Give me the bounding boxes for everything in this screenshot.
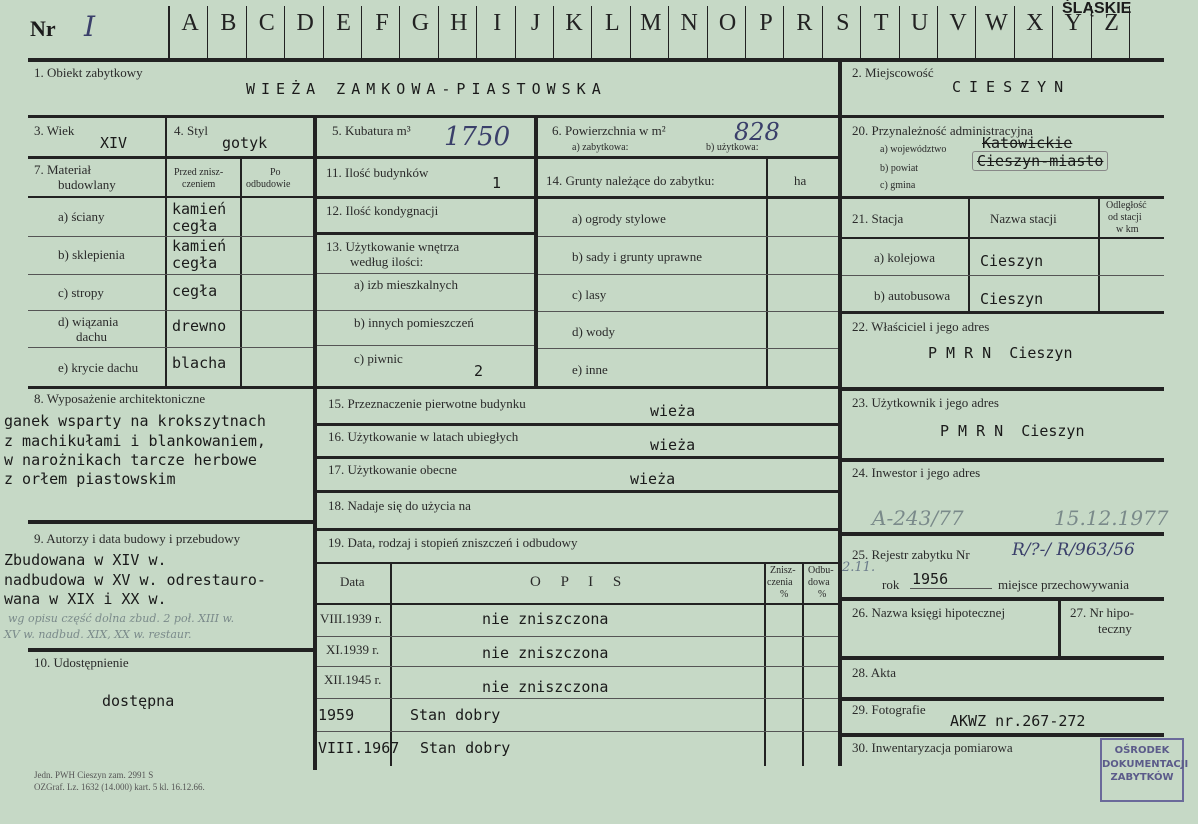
f19-col-o2: dowa	[808, 577, 830, 588]
f8-line-4: z orłem piastowskim	[4, 470, 176, 488]
f21-col-name: Nazwa stacji	[990, 211, 1057, 226]
letter-divider	[323, 6, 324, 58]
letter-divider	[937, 6, 938, 58]
f6-sub-a: a) zabytkowa:	[572, 142, 629, 153]
f14-e: e) inne	[572, 362, 608, 377]
letter-tab-b: B	[220, 10, 237, 36]
f2-label: 2. Miejscowość	[852, 65, 934, 80]
f21-col-dist-2: od stacji	[1108, 212, 1142, 223]
f19-label: 19. Data, rodzaj i stopień zniszczeń i odbudowy	[328, 535, 578, 550]
f24-label: 24. Inwestor i jego adres	[852, 465, 981, 480]
f15-value: wieża	[650, 402, 696, 420]
institution-stamp	[1100, 738, 1189, 802]
f1-label: 1. Obiekt zabytkowy	[34, 65, 143, 80]
letter-divider	[668, 6, 669, 58]
letter-tab-o: O	[718, 10, 737, 36]
f2-value: CIESZYN	[952, 78, 1072, 96]
f7-col-before-2: czeniem	[182, 179, 216, 190]
f7-row-b-label: b) sklepienia	[58, 247, 125, 262]
stamp-line-3: ZABYTKÓW	[1110, 772, 1174, 783]
letter-tab-y: Y	[1064, 10, 1082, 36]
f19-row3-desc: nie zniszczona	[482, 678, 609, 696]
f4-value: gotyk	[222, 134, 268, 152]
f19-row1-date: VIII.1939 r.	[320, 611, 382, 626]
letter-tab-h: H	[450, 10, 468, 36]
f10-value: dostępna	[102, 692, 175, 710]
f4-label: 4. Styl	[174, 123, 208, 138]
f21-col-dist-3: w km	[1116, 224, 1139, 235]
f19-row4-desc: Stan dobry	[410, 706, 501, 724]
f19-col-z1: Znisz-	[770, 565, 796, 576]
letter-tab-z: Z	[1104, 10, 1119, 36]
letter-divider	[1052, 6, 1053, 58]
f25-rok-label: rok	[882, 577, 900, 592]
f19-row2-date: XI.1939 r.	[326, 642, 380, 657]
f25-miejsce: miejsce przechowywania	[998, 577, 1130, 592]
letter-tab-l: L	[605, 10, 620, 36]
letter-divider	[361, 6, 362, 58]
f24-hw2: 15.12.1977	[1054, 506, 1169, 530]
f28-label: 28. Akta	[852, 665, 897, 680]
f9-line-2: nadbudowa w XV w. odrestauro-	[4, 571, 266, 589]
f14-d: d) wody	[572, 324, 615, 339]
f7-label1: 7. Materiał	[34, 162, 92, 177]
f7-row-e-label: e) krycie dachu	[58, 360, 139, 375]
f19-row5-desc: Stan dobry	[420, 739, 511, 757]
f17-value: wieża	[630, 470, 676, 488]
f1-value: WIEŻA ZAMKOWA-PIASTOWSKA	[246, 80, 607, 98]
letter-divider	[822, 6, 823, 58]
f27-label2: teczny	[1098, 621, 1132, 636]
f20-a: a) województwo	[880, 144, 947, 155]
f25-rok-value: 1956	[912, 570, 949, 588]
letter-divider	[553, 6, 554, 58]
f16-label: 16. Użytkowanie w latach ubiegłych	[328, 429, 519, 444]
stamp-line-1: OŚRODEK	[1114, 745, 1170, 756]
f20-c: c) gmina	[880, 180, 916, 191]
f14-c: c) lasy	[572, 287, 607, 302]
f16-value: wieża	[650, 436, 696, 454]
f19-col-opis: O P I S	[530, 574, 630, 590]
letter-divider	[860, 6, 861, 58]
f19-col-o1: Odbu-	[808, 565, 834, 576]
letter-tab-u: U	[910, 10, 929, 36]
footer-line-1: Jedn. PWH Cieszyn zam. 2991 S	[34, 770, 154, 780]
f19-row1-desc: nie zniszczona	[482, 610, 609, 628]
f22-label: 22. Właściciel i jego adres	[852, 319, 990, 334]
f21-a: a) kolejowa	[874, 250, 936, 265]
letter-divider	[515, 6, 516, 58]
f7-row-b-v1: kamień	[172, 237, 227, 255]
f13-b: b) innych pomieszczeń	[354, 315, 474, 330]
f14-unit: ha	[794, 173, 807, 188]
f25-hw-nr: R/?-/ R/963/56	[1012, 540, 1135, 560]
f9-label: 9. Autorzy i data budowy i przebudowy	[34, 531, 241, 546]
f13-a: a) izb mieszkalnych	[354, 277, 458, 292]
f7-label2: budowlany	[58, 177, 116, 192]
letter-divider	[438, 6, 439, 58]
letter-tab-w: W	[985, 10, 1008, 36]
letter-tab-v: V	[949, 10, 967, 36]
letter-divider	[707, 6, 708, 58]
f13-label1: 13. Użytkowanie wnętrza	[326, 239, 460, 254]
f17-label: 17. Użytkowanie obecne	[328, 462, 457, 477]
f14-label: 14. Grunty należące do zabytku:	[546, 173, 715, 188]
f19-col-o3: %	[818, 589, 827, 600]
f13-c-value: 2	[474, 362, 484, 380]
letter-tab-c: C	[258, 10, 275, 36]
f6-sub-b: b) użytkowa:	[706, 142, 759, 153]
f7-row-d-label: d) wiązania	[58, 314, 119, 329]
f8-label: 8. Wyposażenie architektoniczne	[34, 391, 206, 406]
f29-label: 29. Fotografie	[852, 702, 926, 717]
f21-col-dist-1: Odległość	[1106, 200, 1147, 211]
f19-row4-date: 1959	[318, 706, 355, 724]
stamp-line-2: DOKUMENTACJI	[1102, 758, 1189, 770]
letter-divider	[207, 6, 208, 58]
f7-row-e-v1: blacha	[172, 354, 227, 372]
letter-tab-t: T	[873, 10, 889, 36]
f7-col-after-2: odbudowie	[246, 179, 291, 190]
f14-b: b) sady i grunty uprawne	[572, 249, 702, 264]
f9-line-3: wana w XIX i XX w.	[4, 590, 167, 608]
letter-divider	[899, 6, 900, 58]
letter-divider	[284, 6, 285, 58]
letter-tab-j: J	[530, 10, 541, 36]
nr-label: Nr	[30, 16, 56, 41]
f7-row-a-label: a) ściany	[58, 209, 105, 224]
f13-label2: według ilości:	[350, 254, 424, 269]
f9-hw-1: wg opisu część dolna zbud. 2 poł. XIII w.	[8, 612, 235, 625]
f18-label: 18. Nadaje się do użycia na	[328, 498, 471, 513]
letter-tab-i: I	[493, 10, 502, 36]
f7-col-after-1: Po	[270, 167, 281, 178]
f5-label: 5. Kubatura m³	[332, 123, 411, 138]
f8-line-1: ganek wsparty na krokszytnach	[4, 412, 266, 430]
letter-tab-m: M	[640, 10, 662, 36]
letter-tab-a: A	[181, 10, 199, 36]
letter-tab-p: P	[759, 10, 773, 36]
letter-divider	[1014, 6, 1015, 58]
f21-label: 21. Stacja	[852, 211, 904, 226]
f9-line-1: Zbudowana w XIV w.	[4, 551, 167, 569]
region-stamp: ŚLĄSKIE	[1062, 0, 1132, 17]
f21-b-value: Cieszyn	[980, 290, 1044, 308]
f14-a: a) ogrody stylowe	[572, 211, 666, 226]
f23-value: P M R N Cieszyn	[940, 422, 1085, 440]
f21-b: b) autobusowa	[874, 288, 951, 303]
f19-col-z3: %	[780, 589, 789, 600]
f20-label: 20. Przynależność administracyjna	[852, 123, 1033, 138]
letter-tab-x: X	[1026, 10, 1044, 36]
f7-col-before-1: Przed znisz-	[174, 167, 224, 178]
f3-label: 3. Wiek	[34, 123, 75, 138]
f20-b: b) powiat	[880, 163, 919, 174]
letter-divider	[246, 6, 247, 58]
letter-divider	[476, 6, 477, 58]
f5-value: 1750	[444, 122, 511, 152]
f6-value: 828	[734, 118, 780, 146]
f3-value: XIV	[100, 134, 128, 152]
letter-tab-e: E	[336, 10, 351, 36]
f10-label: 10. Udostępnienie	[34, 655, 129, 670]
f7-row-a-v2: cegła	[172, 217, 218, 235]
letter-tab-d: D	[296, 10, 314, 36]
f19-col-date: Data	[340, 574, 365, 589]
f21-a-value: Cieszyn	[980, 252, 1044, 270]
f19-col-z2: czenia	[767, 577, 793, 588]
letter-divider	[975, 6, 976, 58]
letter-divider	[745, 6, 746, 58]
f24-hw1: A-243/77	[872, 506, 964, 530]
f8-line-2: z machikułami i blankowaniem,	[4, 432, 266, 450]
footer-line-2: OZGraf. Lz. 1632 (14.000) kart. 5 kl. 16.12.66.	[34, 782, 205, 792]
letter-tab-k: K	[565, 10, 583, 36]
f15-label: 15. Przeznaczenie pierwotne budynku	[328, 396, 526, 411]
f19-row3-date: XII.1945 r.	[324, 672, 382, 687]
f20-b-value: Cieszyn-miasto	[972, 151, 1108, 171]
nr-value: I	[84, 10, 96, 43]
f6-label: 6. Powierzchnia w m²	[552, 123, 666, 138]
f7-row-c-v1: cegła	[172, 282, 218, 300]
f11-label: 11. Ilość budynków	[326, 165, 429, 180]
letter-tab-g: G	[411, 10, 430, 36]
f25-hw-rok: 2.11.	[842, 560, 876, 575]
f13-c: c) piwnic	[354, 351, 403, 366]
f23-label: 23. Użytkownik i jego adres	[852, 395, 999, 410]
letter-divider	[783, 6, 784, 58]
f25-label: 25. Rejestr zabytku Nr	[852, 547, 970, 562]
f7-row-d-v1: drewno	[172, 317, 227, 335]
letter-divider	[399, 6, 400, 58]
f30-label: 30. Inwentaryzacja pomiarowa	[852, 740, 1013, 755]
letter-tab-s: S	[836, 10, 850, 36]
header-row	[0, 0, 1198, 58]
f7-row-a-v1: kamień	[172, 200, 227, 218]
f19-row5-date: VIII.1967	[318, 739, 400, 757]
f26-label: 26. Nazwa księgi hipotecznej	[852, 605, 1006, 620]
f12-label: 12. Ilość kondygnacji	[326, 203, 439, 218]
letter-divider	[630, 6, 631, 58]
f27-label1: 27. Nr hipo-	[1070, 605, 1134, 620]
letter-tab-r: R	[796, 10, 813, 36]
f9-hw-2: XV w. nadbud. XIX, XX w. restaur.	[4, 628, 192, 641]
f8-line-3: w narożnikach tarcze herbowe	[4, 451, 257, 469]
letter-divider	[591, 6, 592, 58]
f7-row-c-label: c) stropy	[58, 285, 104, 300]
letter-tab-f: F	[375, 10, 389, 36]
f7-row-d-label2: dachu	[76, 329, 108, 344]
f29-value: AKWZ nr.267-272	[950, 712, 1086, 730]
letter-tab-n: N	[680, 10, 698, 36]
f19-row2-desc: nie zniszczona	[482, 644, 609, 662]
f22-value: P M R N Cieszyn	[928, 344, 1073, 362]
f11-value: 1	[492, 174, 502, 192]
f20-a-value: Katowickie	[982, 134, 1073, 152]
f7-row-b-v2: cegła	[172, 254, 218, 272]
